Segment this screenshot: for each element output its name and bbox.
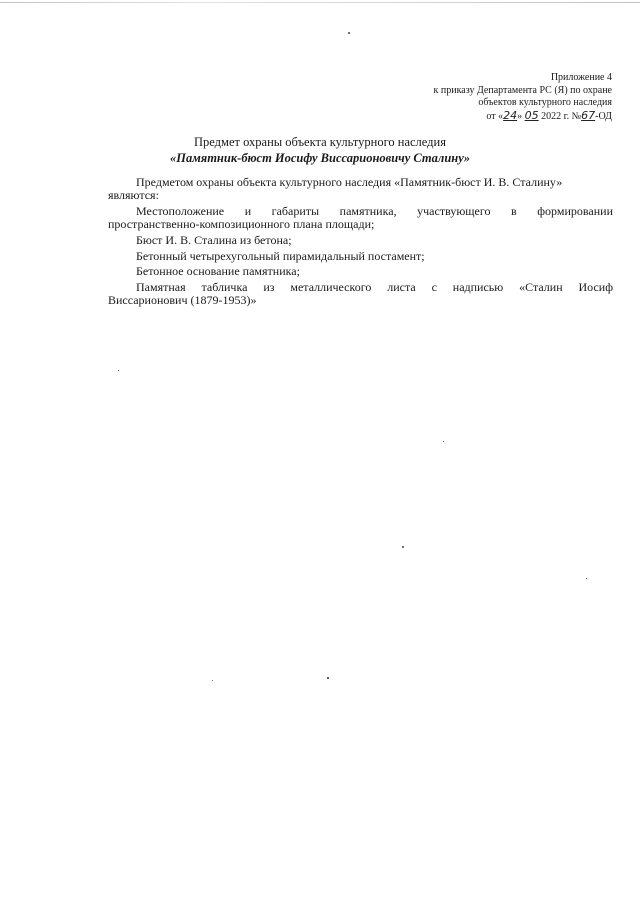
scan-speck xyxy=(212,680,213,681)
document-body xyxy=(108,176,613,310)
date-mid: » xyxy=(517,110,525,122)
item-base: Бетонное основание памятника; xyxy=(136,264,300,279)
intro-line-1: Предметом охраны объекта культурного наследия «Памятник-бюст И. В. Сталину» xyxy=(136,175,563,189)
scan-speck xyxy=(348,32,350,34)
handwritten-number: 67 xyxy=(581,108,596,122)
intro-paragraph xyxy=(108,176,613,202)
item-location xyxy=(108,205,613,231)
order-reference-cont: объектов культурного наследия xyxy=(478,97,612,108)
order-date-line xyxy=(352,110,612,124)
scan-speck xyxy=(118,370,119,371)
scan-speck xyxy=(443,441,444,442)
item-pedestal: Бетонный четырехугольный пирамидальный постамент; xyxy=(136,248,425,263)
title-line-1: Предмет охраны объекта культурного наследия xyxy=(194,135,446,149)
title-line-2: «Памятник-бюст Иосифу Виссарионовичу Сталину» xyxy=(169,151,471,165)
handwritten-day: 24 xyxy=(503,108,518,122)
order-reference: к приказу Департамента РС (Я) по охране xyxy=(433,84,612,96)
appendix-label: Приложение 4 xyxy=(550,72,612,83)
date-year: 2022 г. № xyxy=(538,110,582,122)
scan-speck xyxy=(586,578,587,579)
document-title xyxy=(0,134,640,166)
item-plaque-line-1: Памятная табличка из металлического листа с надписью «Сталин Иосиф xyxy=(136,279,613,294)
scan-speck xyxy=(402,546,404,548)
scan-edge xyxy=(0,2,640,3)
scan-speck xyxy=(327,677,329,679)
date-prefix: от « xyxy=(486,110,504,122)
number-suffix: -ОД xyxy=(595,110,612,122)
item-plaque-line-2: Виссарионович (1879-1953)» xyxy=(108,293,257,308)
item-plaque xyxy=(108,281,613,307)
appendix-header xyxy=(352,72,612,123)
item-bust: Бюст И. В. Сталина из бетона; xyxy=(136,232,292,247)
item-location-line-1: Местоположение и габариты памятника, участвующего в формировании xyxy=(136,203,613,218)
intro-line-2: являются: xyxy=(108,188,159,203)
item-location-line-2: пространственно-композиционного плана площади; xyxy=(108,217,375,232)
handwritten-month: 05 xyxy=(524,108,539,122)
